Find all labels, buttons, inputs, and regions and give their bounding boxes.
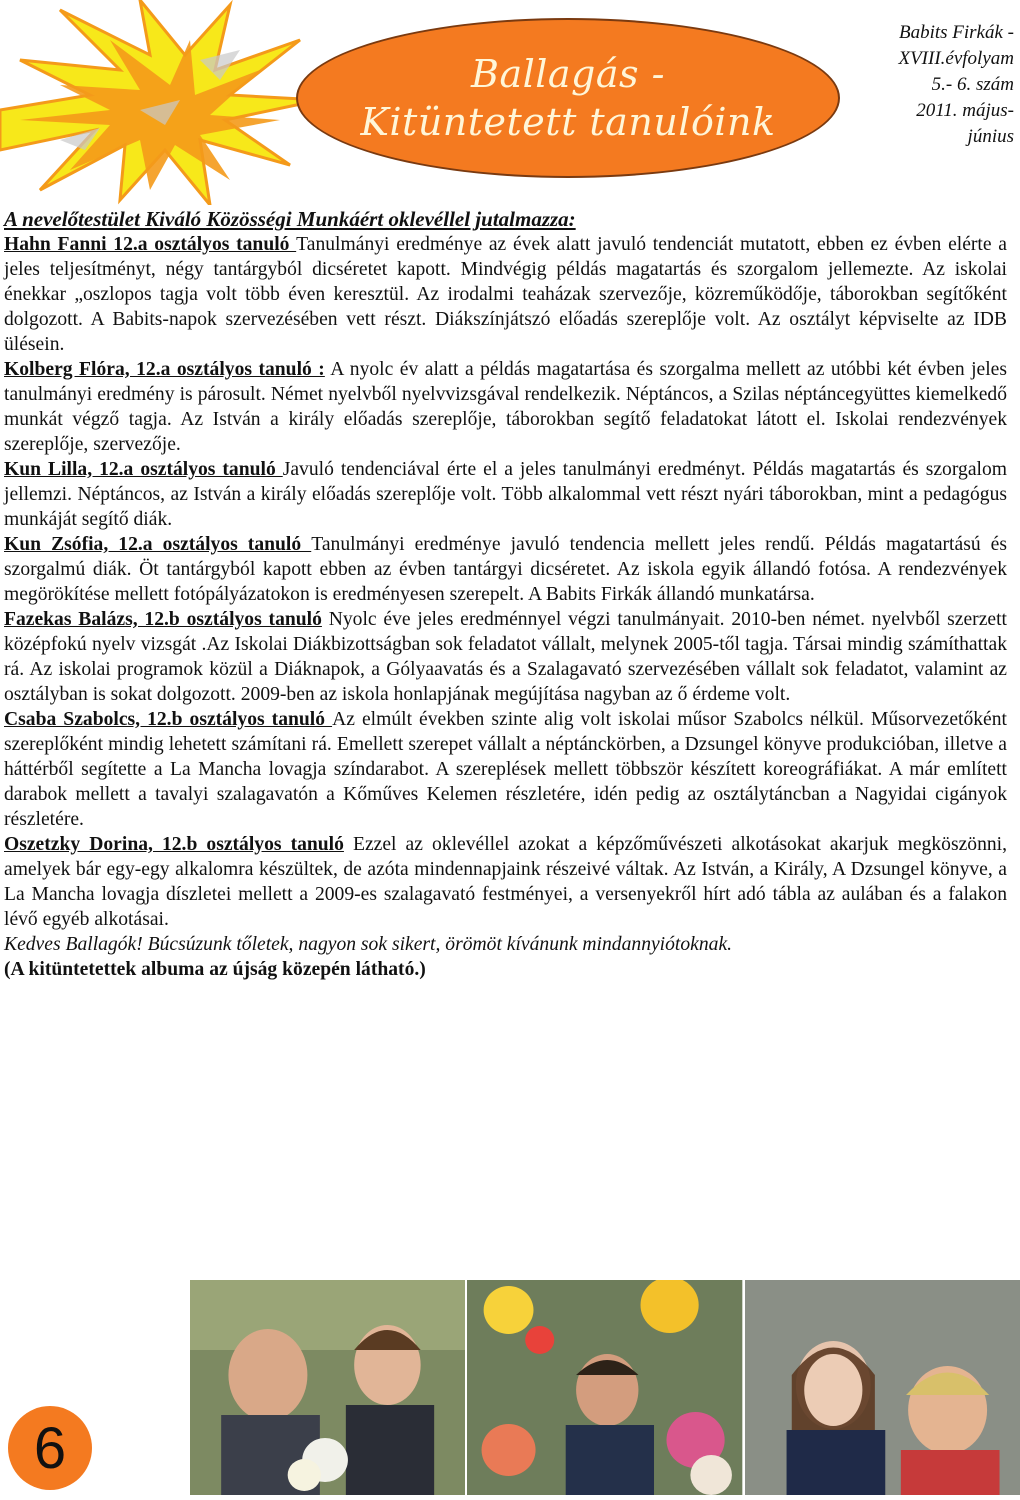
student-name: Kun Lilla, 12.a osztályos tanuló	[4, 459, 283, 480]
page-title-line-2: Kitüntetett tanulóink	[360, 100, 776, 144]
student-name: Csaba Szabolcs, 12.b osztályos tanuló	[4, 709, 333, 730]
page-title-line-1: Ballagás -	[471, 52, 665, 96]
student-name: Kun Zsófia, 12.a osztályos tanuló	[4, 534, 312, 555]
issue-line: június	[967, 126, 1014, 147]
student-name: Oszetzky Dorina, 12.b osztályos tanuló	[4, 834, 344, 855]
student-entry	[4, 232, 1007, 357]
flame-decoration	[0, 0, 330, 205]
photo-graduates	[745, 1280, 1020, 1495]
student-entry	[4, 832, 1007, 932]
issue-line: XVIII.évfolyam	[898, 48, 1014, 69]
student-text: Ezzel az oklevéllel azokat a képzőművészeti alkotásokat akarjuk megköszönni, amelyek bár egy-egy alkalomra készültek, de azóta mindennapjaink részeivé váltak. Az István, a Király, A Dzsungel könyve, a La Mancha lovagja díszletei mellett a 2009-es szalagavató festményei, a versenyekről hírt adó tábla az aulában és a falakon lévő egyéb alkotásai.	[4, 834, 1008, 930]
award-heading: A nevelőtestület Kiváló Közösségi Munkáért oklevéllel jutalmazza:	[4, 207, 576, 231]
student-entry	[4, 457, 1007, 532]
article-body	[4, 207, 1007, 982]
page-number-badge: 6	[8, 1406, 92, 1490]
issue-line: 2011. május-	[916, 100, 1014, 121]
photo-collage	[190, 1280, 1020, 1495]
student-name: Fazekas Balázs, 12.b osztályos tanuló	[4, 609, 322, 630]
album-note: (A kitüntetettek albuma az újság közepén látható.)	[4, 959, 426, 980]
student-text: Tanulmányi eredménye az évek alatt javuló tendenciát mutatott, ebben ez évben elérte a jeles teljesítményt, négy tantárgyból dicséretet kapott. Mindvégig példás magatartás és szorgalom jellemezte. Az iskolai énekkar „oszlopos tagja volt több éven keresztül. Az irodalmi teaházak szervezője, közreműködője, táborokban segítőként dolgozott. A Babits-napok szervezésében vett részt. Diákszínjátszó előadás szereplője volt. Az osztályt képviselte az IDB ülésein.	[4, 234, 1007, 355]
student-name: Hahn Fanni 12.a osztályos tanuló	[4, 234, 297, 255]
student-name: Kolberg Flóra, 12.a osztályos tanuló :	[4, 359, 325, 380]
photo-crowd	[467, 1280, 742, 1495]
issue-info	[834, 20, 1014, 150]
issue-line: Babits Firkák -	[898, 22, 1014, 43]
student-text: Az elmúlt években szinte alig volt iskolai műsor Szabolcs nélkül. Műsorvezetőként szereplőként mindig lehetett számítani rá. Emellett szerepet vállalt a néptánckörben, a Dzsungel könyve produkcióban, illetve a háttérből segítette a La Mancha lovagja színdarabot. A szereplések mellett többször készített koreográfiákat. A már említett darabok mellett a tavalyi szalagavatón a Kőműves Kelemen részletére, idén pedig az osztálytáncban a Nagyidai cigányok részletére.	[4, 709, 1007, 830]
student-entry	[4, 357, 1007, 457]
student-entry	[4, 607, 1007, 707]
title-ellipse	[296, 18, 840, 178]
student-entry	[4, 707, 1007, 832]
student-entry	[4, 532, 1007, 607]
photo-teacher-student	[190, 1280, 465, 1495]
student-text: A nyolc év alatt a példás magatartása és szorgalma mellett az utóbbi két évben jeles tanulmányi eredmény is párosult. Német nyelvből nyelvvizsgával rendelkezik. Néptáncos, a Szilas néptáncegyüttes kiemelkedő munkát végző tagja. Az István a király előadás szereplője, táborokban segítő feladatokat látott el. Iskolai rendezvények szereplője, szervezője.	[4, 359, 1008, 455]
issue-line: 5.- 6. szám	[931, 74, 1014, 95]
student-text: Tanulmányi eredménye javuló tendencia mellett jeles rendű. Példás magatartású és szorgalmú diák. Öt tantárgyból kapott ebben az évben tantárgyi dicséretet. Az iskola egyik állandó fotósa. A rendezvények megörökítése mellett fotópályázatokon is eredményesen szerepelt. A Babits Firkák állandó munkatársa.	[4, 534, 1007, 605]
student-text: Javuló tendenciával érte el a jeles tanulmányi eredményt. Példás magatartás és szorgalom jellemzi. Néptáncos, az István a király előadás szereplője volt. Több alkalommal vett részt nyári táborokban, mint a pedagógus munkáját segítő diák.	[4, 459, 1007, 530]
student-text: Nyolc éve jeles eredménnyel végzi tanulmányait. 2010-ben német. nyelvből szerzett középfokú nyelv vizsgát .Az Iskolai Diákbizottságban sok feladatot vállalt, melynek 2005-től tagja. Társai mindig számíthattak rá. Az iskolai programok közül a Diáknapok, a Gólyaavatás és a Szalagavató szervezésében vállalt sok feladatot, valamint az osztályban is sokat dolgozott. 2009-ben az iskola honlapjának megújítása nagyban az ő érdeme volt.	[4, 609, 1007, 705]
closing-message: Kedves Ballagók! Búcsúzunk tőletek, nagyon sok sikert, örömöt kívánunk mindannyiótoknak.	[4, 934, 733, 955]
